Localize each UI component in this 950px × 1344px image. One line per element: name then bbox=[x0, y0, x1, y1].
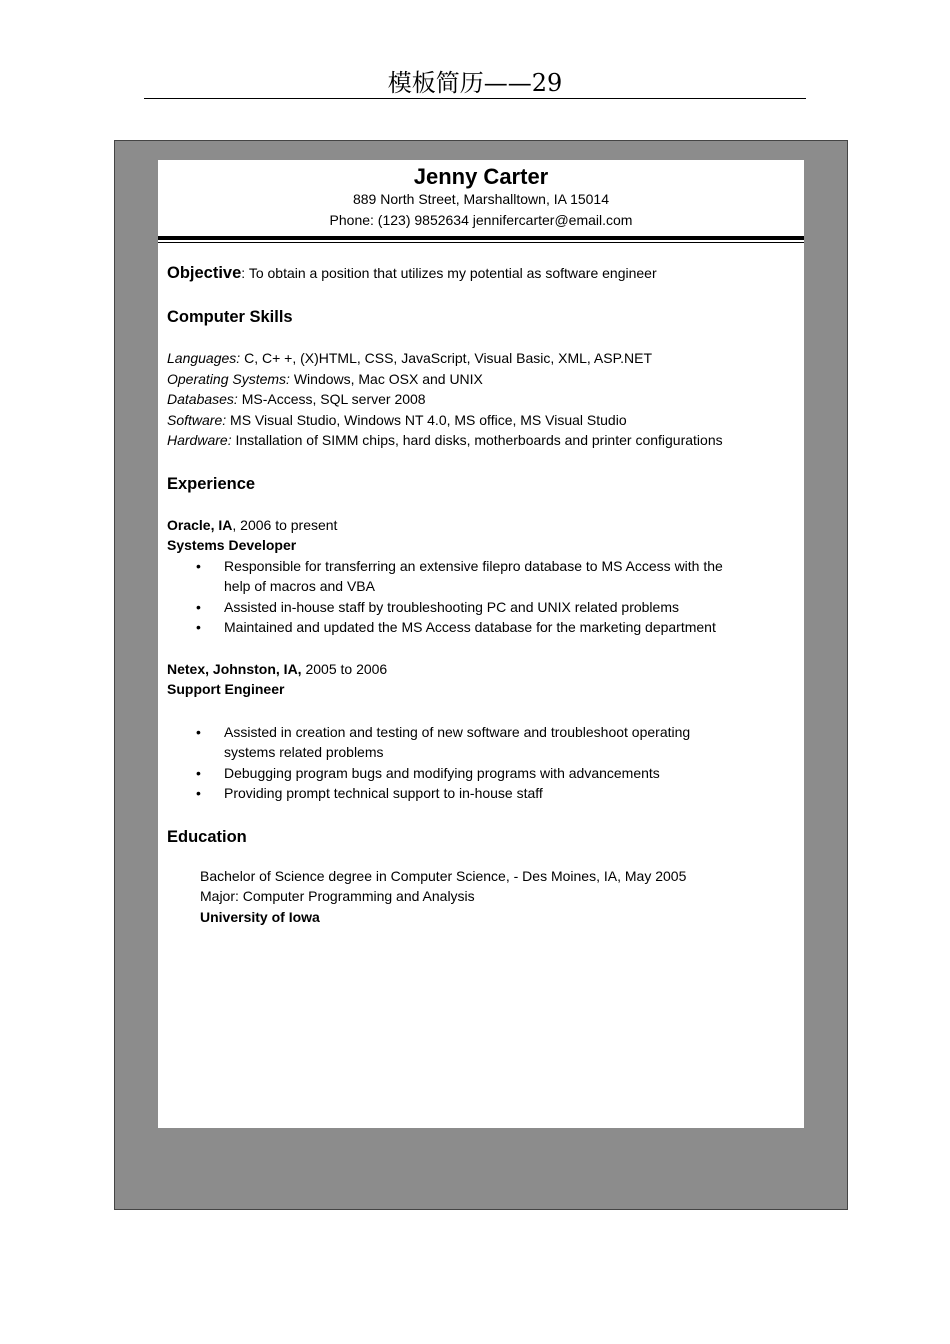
job-company-line bbox=[167, 515, 797, 536]
skill-label: Languages: bbox=[167, 350, 241, 366]
job-title: Support Engineer bbox=[167, 681, 285, 697]
job-company-line bbox=[167, 659, 797, 680]
objective-text: : To obtain a position that utilizes my potential as software engineer bbox=[241, 265, 657, 281]
bullet-item bbox=[167, 617, 797, 638]
skill-value: MS Visual Studio, Windows NT 4.0, MS office, MS Visual Studio bbox=[226, 411, 627, 428]
title-underline bbox=[144, 98, 806, 99]
job-company: Oracle, IA bbox=[167, 516, 233, 533]
header-rule-thin bbox=[158, 242, 804, 243]
objective-label: Objective bbox=[167, 264, 242, 282]
objective-line bbox=[167, 260, 797, 286]
job-period: , 2006 to present bbox=[232, 516, 338, 533]
resume-body bbox=[167, 260, 797, 927]
skill-label: Databases: bbox=[167, 391, 238, 407]
skill-value: C, C+ +, (X)HTML, CSS, JavaScript, Visual Basic, XML, ASP.NET bbox=[240, 350, 653, 366]
bullet-item bbox=[167, 763, 797, 784]
bullet-icon: • bbox=[196, 764, 201, 781]
bullet-text: systems related problems bbox=[224, 744, 384, 760]
skill-value: Installation of SIMM chips, hard disks, motherboards and printer configurations bbox=[231, 432, 723, 448]
skill-line bbox=[167, 430, 797, 451]
bullet-item bbox=[167, 783, 797, 804]
bullet-icon: • bbox=[196, 598, 201, 615]
job-period: 2005 to 2006 bbox=[301, 660, 388, 677]
bullet-text: Responsible for transferring an extensive filepro database to MS Access with the bbox=[224, 557, 723, 574]
bullet-text: Providing prompt technical support to in-house staff bbox=[224, 785, 543, 801]
bullet-text: Assisted in-house staff by troubleshooting PC and UNIX related problems bbox=[224, 598, 679, 615]
skill-label: Hardware: bbox=[167, 432, 232, 448]
skill-value: MS-Access, SQL server 2008 bbox=[237, 391, 426, 407]
education-degree: Bachelor of Science degree in Computer Science, - Des Moines, IA, May 2005 bbox=[200, 867, 687, 884]
header-rule-thick bbox=[158, 236, 804, 240]
skill-line bbox=[167, 389, 797, 410]
bullet-item bbox=[167, 722, 797, 763]
bullet-icon: • bbox=[196, 619, 201, 635]
skills-heading: Computer Skills bbox=[167, 308, 293, 326]
bullet-text: Assisted in creation and testing of new software and troubleshoot operating bbox=[224, 723, 691, 740]
bullet-text: Debugging program bugs and modifying programs with advancements bbox=[224, 764, 660, 781]
job-title: Systems Developer bbox=[167, 537, 297, 553]
candidate-name: Jenny Carter bbox=[413, 164, 549, 189]
address-line: 889 North Street, Marshalltown, IA 15014 bbox=[352, 191, 610, 207]
resume-page bbox=[158, 160, 804, 1128]
bullet-item bbox=[167, 556, 797, 597]
job-bullet-list bbox=[167, 722, 797, 804]
bullet-icon: • bbox=[196, 785, 201, 801]
bullet-icon: • bbox=[196, 557, 201, 574]
skill-label: Software: bbox=[167, 411, 227, 428]
skill-line bbox=[167, 410, 797, 431]
education-heading: Education bbox=[167, 827, 247, 846]
contact-line: Phone: (123) 9852634 jennifercarter@email.com bbox=[329, 212, 633, 228]
resume-header bbox=[158, 165, 804, 231]
document-title: 模板简历——29 bbox=[387, 69, 563, 97]
bullet-text: help of macros and VBA bbox=[224, 578, 375, 594]
job-company: Netex, Johnston, IA, bbox=[167, 660, 302, 677]
bullet-text: Maintained and updated the MS Access database for the marketing department bbox=[224, 619, 716, 635]
skill-label: Operating Systems: bbox=[167, 370, 290, 387]
job-bullet-list bbox=[167, 556, 797, 638]
bullet-item bbox=[167, 597, 797, 618]
bullet-icon: • bbox=[196, 723, 201, 740]
skill-value: Windows, Mac OSX and UNIX bbox=[289, 370, 483, 387]
skill-line bbox=[167, 348, 797, 369]
education-school: University of Iowa bbox=[200, 908, 320, 925]
experience-heading: Experience bbox=[167, 474, 256, 493]
education-major: Major: Computer Programming and Analysis bbox=[200, 888, 475, 904]
skill-line bbox=[167, 369, 797, 390]
